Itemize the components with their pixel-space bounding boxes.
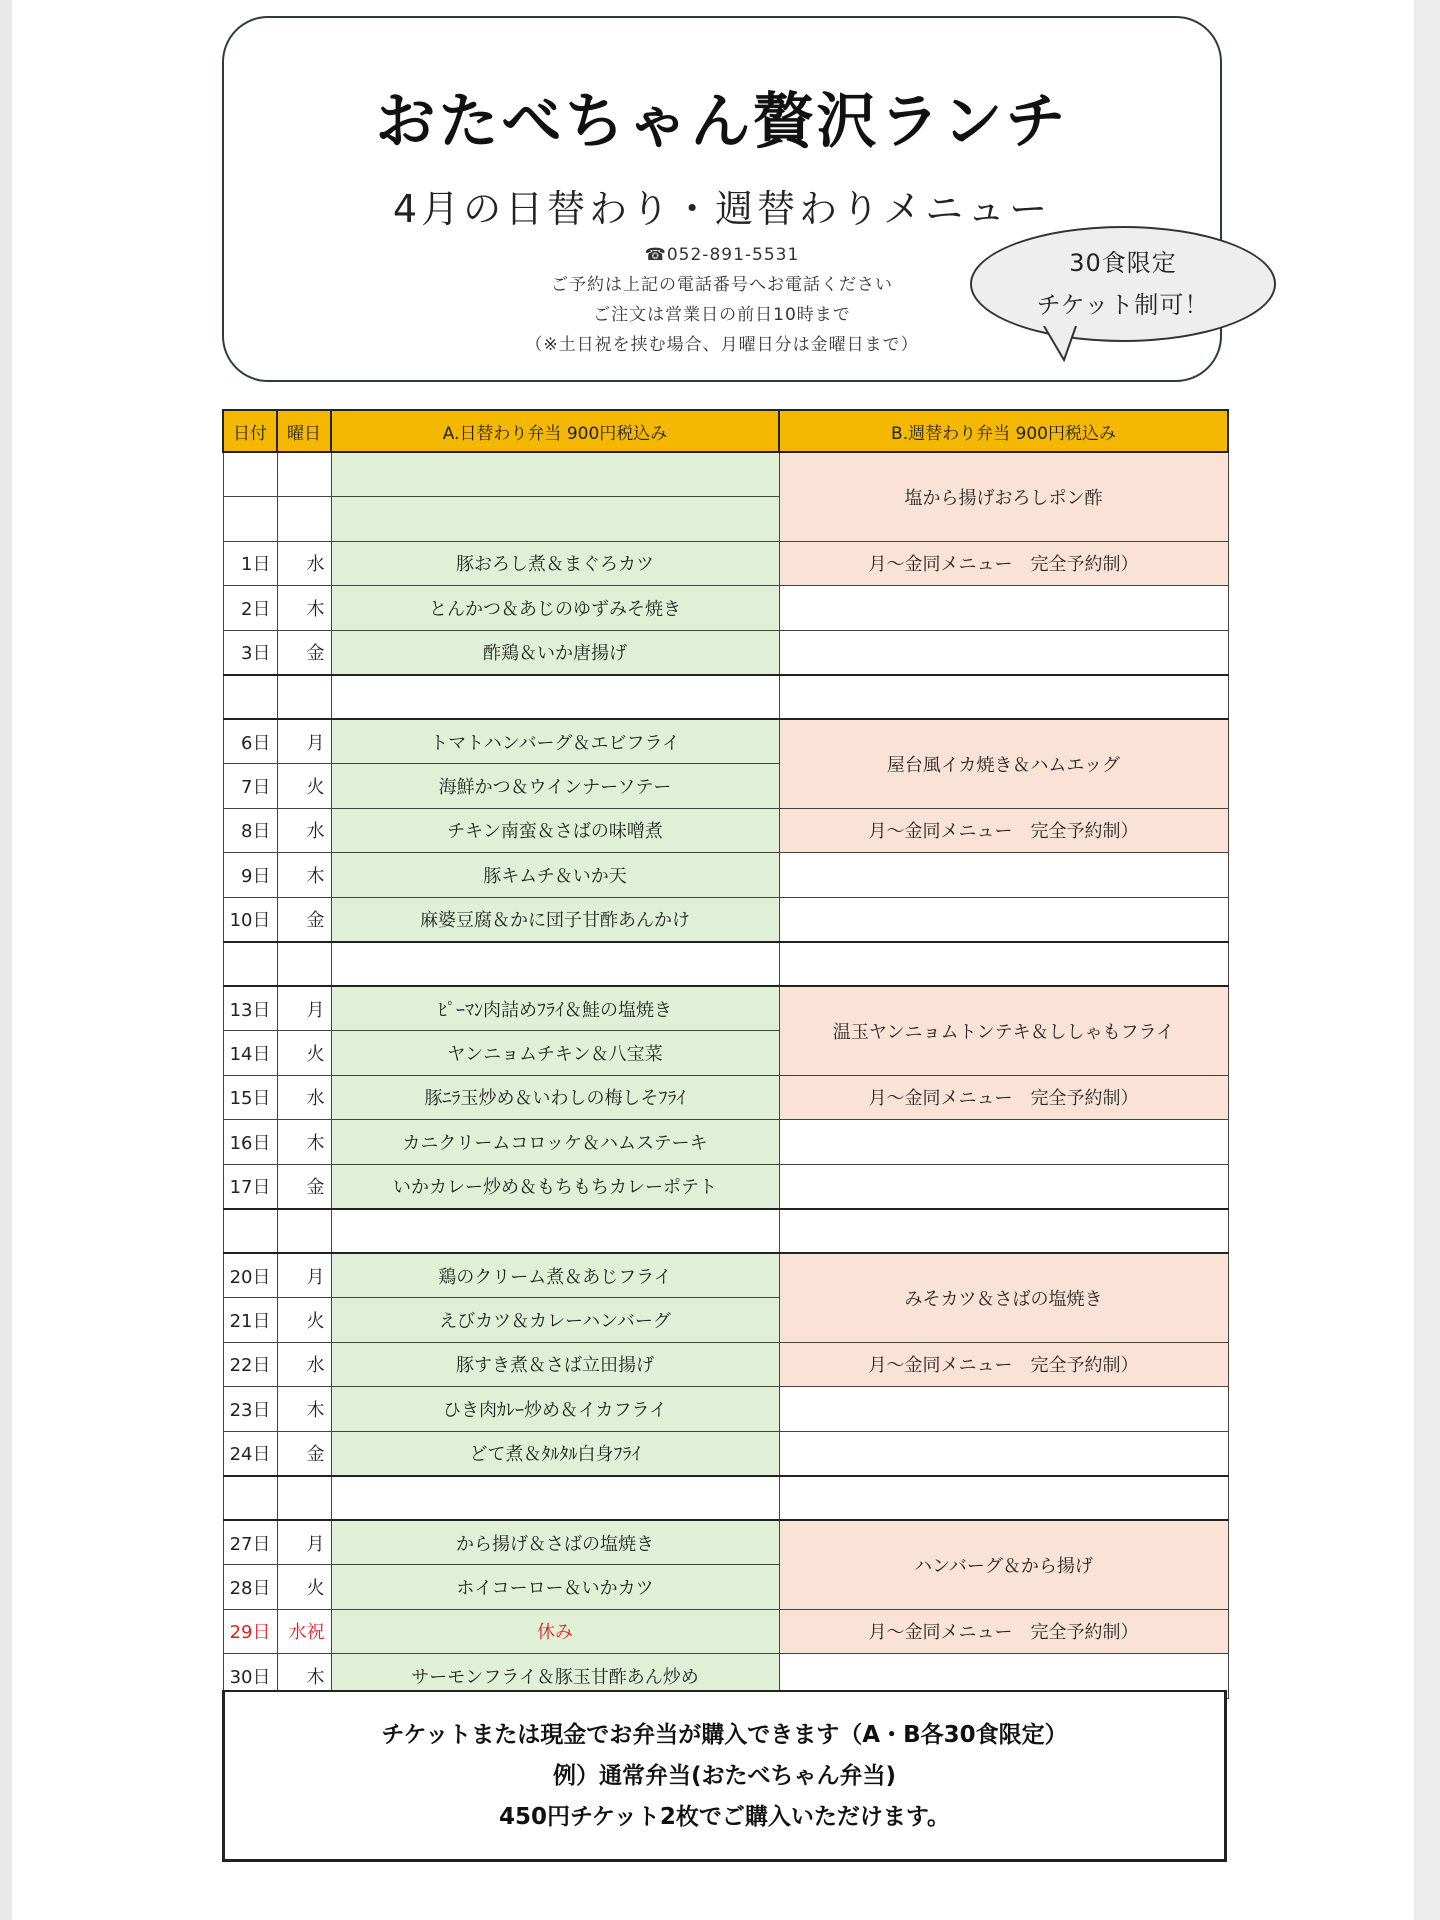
cell-date: 22日 <box>223 1342 277 1387</box>
separator-cell <box>331 1209 779 1254</box>
cell-date: 13日 <box>223 986 277 1031</box>
cell-weekday <box>277 452 331 497</box>
cell-menu-b-note: 月～金同メニュー 完全予約制） <box>779 808 1228 853</box>
footer-line-3: 450円チケット2枚でご購入いただけます。 <box>498 1804 951 1830</box>
separator-cell <box>779 942 1228 987</box>
cell-date: 27日 <box>223 1520 277 1565</box>
bubble-tail-icon <box>1042 326 1082 362</box>
cell-weekday: 木 <box>277 1120 331 1165</box>
cell-menu-a: ﾋﾟｰﾏﾝ肉詰めﾌﾗｲ＆鮭の塩焼き <box>331 986 779 1031</box>
cell-weekday: 木 <box>277 1387 331 1432</box>
cell-menu-a: 休み <box>331 1609 779 1654</box>
cell-menu-a: いかカレー炒め＆もちもちカレーポテト <box>331 1164 779 1209</box>
speech-bubble <box>970 226 1276 342</box>
cell-menu-b-empty <box>779 897 1228 942</box>
separator-cell <box>223 1476 277 1521</box>
cell-menu-a <box>331 452 779 497</box>
cell-menu-a: ヤンニョムチキン＆八宝菜 <box>331 1031 779 1076</box>
table-row <box>223 808 1228 853</box>
cell-weekday: 水祝 <box>277 1609 331 1654</box>
weekend-separator-row <box>223 1476 1228 1521</box>
separator-cell <box>331 942 779 987</box>
table-row <box>223 1253 1228 1298</box>
table-row <box>223 1120 1228 1165</box>
cell-weekday: 金 <box>277 897 331 942</box>
table-row <box>223 1164 1228 1209</box>
cell-menu-a: ホイコーロー＆いかカツ <box>331 1565 779 1610</box>
cell-weekday: 木 <box>277 853 331 898</box>
cell-menu-a: ひき肉ｶﾚｰ炒め＆イカフライ <box>331 1387 779 1432</box>
table-row <box>223 541 1228 586</box>
header-dow: 曜日 <box>277 410 331 452</box>
cell-menu-a: チキン南蛮＆さばの味噌煮 <box>331 808 779 853</box>
cell-menu-a: 豚すき煮＆さば立田揚げ <box>331 1342 779 1387</box>
cell-menu-b-empty <box>779 1431 1228 1476</box>
cell-menu-a: えびカツ＆カレーハンバーグ <box>331 1298 779 1343</box>
cell-date: 21日 <box>223 1298 277 1343</box>
separator-cell <box>779 1476 1228 1521</box>
cell-date: 10日 <box>223 897 277 942</box>
cell-menu-a: 豚ﾆﾗ玉炒め＆いわしの梅しそﾌﾗｲ <box>331 1075 779 1120</box>
table-row <box>223 719 1228 764</box>
cell-date: 23日 <box>223 1387 277 1432</box>
cell-menu-a: から揚げ＆さばの塩焼き <box>331 1520 779 1565</box>
weekend-separator-row <box>223 942 1228 987</box>
bubble-line-1: 30食限定 <box>1069 249 1177 277</box>
cell-weekday: 金 <box>277 1164 331 1209</box>
cell-date: 28日 <box>223 1565 277 1610</box>
table-row <box>223 452 1228 497</box>
cell-menu-b-note: 月～金同メニュー 完全予約制） <box>779 1342 1228 1387</box>
cell-weekday: 火 <box>277 1031 331 1076</box>
cell-menu-b-empty <box>779 1164 1228 1209</box>
cell-weekday <box>277 497 331 542</box>
table-header-row <box>223 410 1228 452</box>
cell-date: 17日 <box>223 1164 277 1209</box>
cell-date: 15日 <box>223 1075 277 1120</box>
separator-cell <box>277 942 331 987</box>
footer-notice <box>222 1690 1227 1862</box>
separator-cell <box>223 1209 277 1254</box>
cell-weekday: 月 <box>277 1253 331 1298</box>
cell-weekday: 火 <box>277 764 331 809</box>
cell-weekday: 月 <box>277 719 331 764</box>
weekend-note: （※土日祝を挟む場合、月曜日分は金曜日まで） <box>525 335 919 355</box>
separator-cell <box>331 675 779 720</box>
cell-weekday: 水 <box>277 1342 331 1387</box>
menu-table <box>222 409 1229 1699</box>
cell-date: 7日 <box>223 764 277 809</box>
order-deadline-note: ご注文は営業日の前日10時まで <box>593 305 851 325</box>
cell-menu-a: 麻婆豆腐＆かに団子甘酢あんかけ <box>331 897 779 942</box>
cell-weekday: 金 <box>277 1431 331 1476</box>
page-subtitle: 4月の日替わり・週替わりメニュー <box>392 187 1052 231</box>
header-menu-a: A.日替わり弁当 900円税込み <box>331 410 779 452</box>
separator-cell <box>331 1476 779 1521</box>
separator-cell <box>277 1209 331 1254</box>
table-row <box>223 1520 1228 1565</box>
table-row <box>223 897 1228 942</box>
cell-date: 8日 <box>223 808 277 853</box>
cell-date: 16日 <box>223 1120 277 1165</box>
footer-line-2: 例）通常弁当(おたべちゃん弁当) <box>552 1763 897 1789</box>
cell-menu-a: 酢鶏＆いか唐揚げ <box>331 630 779 675</box>
cell-menu-a: 海鮮かつ＆ウインナーソテー <box>331 764 779 809</box>
cell-menu-a: 豚おろし煮＆まぐろカツ <box>331 541 779 586</box>
separator-cell <box>223 675 277 720</box>
weekend-separator-row <box>223 1209 1228 1254</box>
cell-weekday: 月 <box>277 986 331 1031</box>
cell-weekday: 火 <box>277 1298 331 1343</box>
bubble-line-2: チケット制可！ <box>1036 291 1210 319</box>
cell-menu-b-note: 月～金同メニュー 完全予約制） <box>779 541 1228 586</box>
cell-menu-a <box>331 497 779 542</box>
cell-date: 3日 <box>223 630 277 675</box>
cell-weekday: 火 <box>277 1565 331 1610</box>
separator-cell <box>277 1476 331 1521</box>
cell-date <box>223 497 277 542</box>
cell-menu-a: 豚キムチ＆いか天 <box>331 853 779 898</box>
separator-cell <box>277 675 331 720</box>
cell-date: 6日 <box>223 719 277 764</box>
cell-menu-a: 鶏のクリーム煮＆あじフライ <box>331 1253 779 1298</box>
separator-cell <box>779 675 1228 720</box>
cell-date: 1日 <box>223 541 277 586</box>
cell-weekday: 水 <box>277 808 331 853</box>
cell-weekday: 金 <box>277 630 331 675</box>
weekend-separator-row <box>223 675 1228 720</box>
cell-date: 24日 <box>223 1431 277 1476</box>
cell-weekday: 木 <box>277 586 331 631</box>
table-row <box>223 1342 1228 1387</box>
cell-menu-b: ハンバーグ＆から揚げ <box>779 1520 1228 1609</box>
cell-menu-a: トマトハンバーグ＆エビフライ <box>331 719 779 764</box>
page-title: おたべちゃん贅沢ランチ <box>375 87 1069 157</box>
cell-date <box>223 452 277 497</box>
separator-cell <box>223 942 277 987</box>
cell-menu-b-empty <box>779 1387 1228 1432</box>
cell-menu-b: みそカツ＆さばの塩焼き <box>779 1253 1228 1342</box>
cell-menu-b-empty <box>779 853 1228 898</box>
cell-weekday: 水 <box>277 1075 331 1120</box>
table-row <box>223 853 1228 898</box>
table-row <box>223 986 1228 1031</box>
page-edge-right <box>1414 0 1440 1920</box>
cell-weekday: 木 <box>277 1654 331 1699</box>
cell-menu-b: 塩から揚げおろしポン酢 <box>779 452 1228 541</box>
table-row <box>223 1075 1228 1120</box>
cell-date: 2日 <box>223 586 277 631</box>
cell-date: 30日 <box>223 1654 277 1699</box>
cell-menu-a: サーモンフライ＆豚玉甘酢あん炒め <box>331 1654 779 1699</box>
cell-date: 14日 <box>223 1031 277 1076</box>
cell-menu-b: 温玉ヤンニョムトンテキ＆ししゃもフライ <box>779 986 1228 1075</box>
table-row <box>223 630 1228 675</box>
table-row <box>223 586 1228 631</box>
cell-menu-b: 屋台風イカ焼き＆ハムエッグ <box>779 719 1228 808</box>
separator-cell <box>779 1209 1228 1254</box>
phone-number: ☎052-891-5531 <box>644 245 800 265</box>
cell-menu-b-note: 月～金同メニュー 完全予約制） <box>779 1609 1228 1654</box>
table-row <box>223 1387 1228 1432</box>
cell-weekday: 月 <box>277 1520 331 1565</box>
cell-menu-b-note: 月～金同メニュー 完全予約制） <box>779 1075 1228 1120</box>
cell-weekday: 水 <box>277 541 331 586</box>
table-row <box>223 1431 1228 1476</box>
reservation-note: ご予約は上記の電話番号へお電話ください <box>551 275 893 295</box>
header-date: 日付 <box>223 410 277 452</box>
footer-line-1: チケットまたは現金でお弁当が購入できます（A・B各30食限定） <box>381 1722 1068 1748</box>
cell-menu-b-empty <box>779 630 1228 675</box>
cell-menu-b-empty <box>779 1120 1228 1165</box>
table-row <box>223 1609 1228 1654</box>
cell-menu-b-empty <box>779 586 1228 631</box>
cell-date: 20日 <box>223 1253 277 1298</box>
page-edge-left <box>0 0 12 1920</box>
cell-date: 29日 <box>223 1609 277 1654</box>
cell-menu-a: どて煮＆ﾀﾙﾀﾙ白身ﾌﾗｲ <box>331 1431 779 1476</box>
cell-menu-a: カニクリームコロッケ＆ハムステーキ <box>331 1120 779 1165</box>
cell-date: 9日 <box>223 853 277 898</box>
cell-menu-a: とんかつ＆あじのゆずみそ焼き <box>331 586 779 631</box>
header-menu-b: B.週替わり弁当 900円税込み <box>779 410 1228 452</box>
